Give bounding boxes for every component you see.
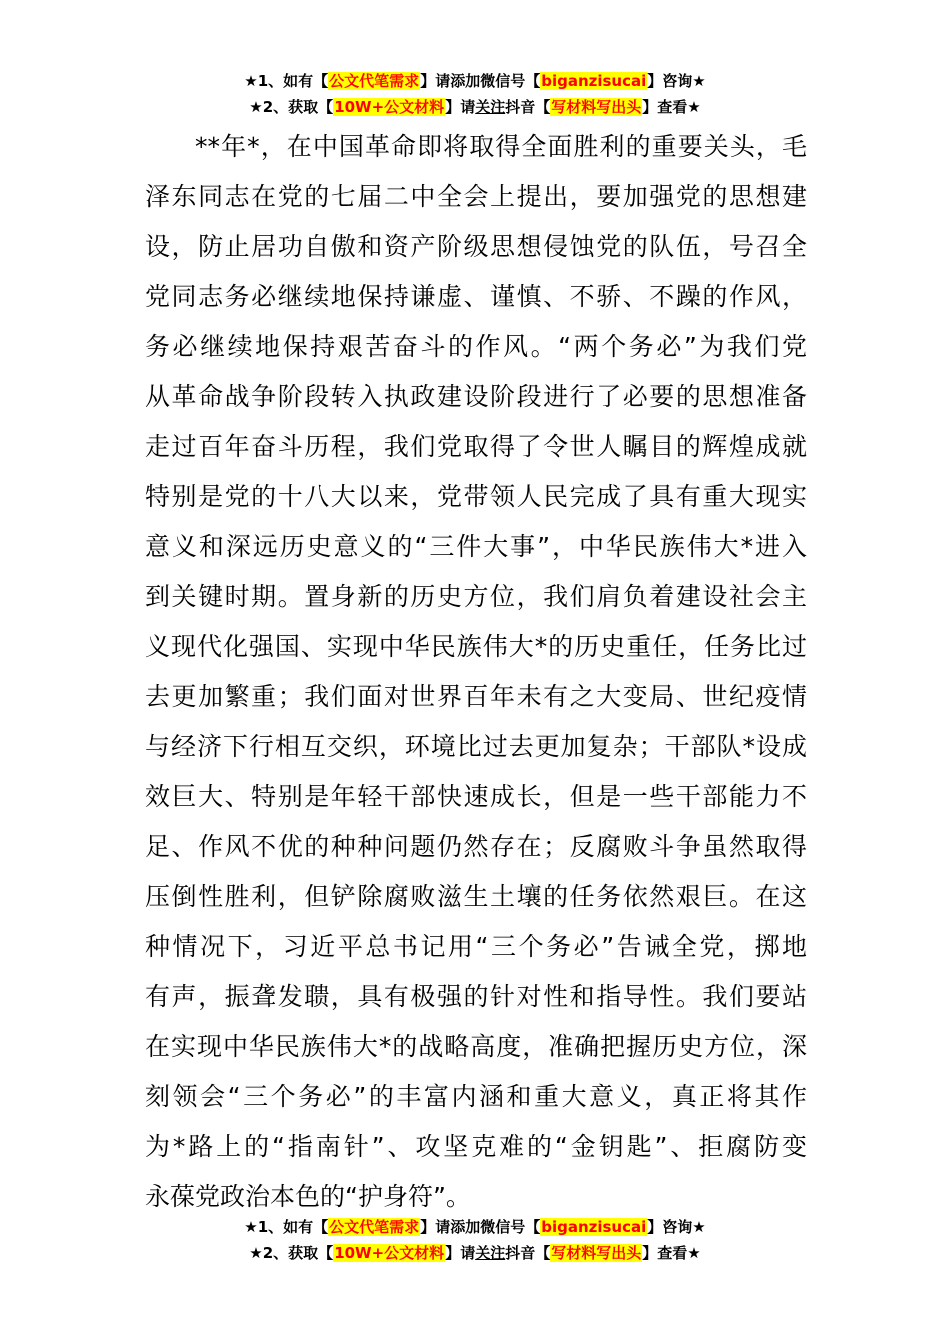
article-line: 设，防止居功自傲和资产阶级思想侵蚀党的队伍，号召全 bbox=[145, 232, 807, 261]
article-line: 足、作风不优的种种问题仍然存在；反腐败斗争虽然取得 bbox=[145, 832, 807, 861]
promo-line-1-highlight-wechat: biganzisucai bbox=[541, 1218, 647, 1236]
promo-line-2-middle-b: 抖音【 bbox=[505, 1244, 551, 1262]
promo-line-2-prefix: ★2、获取【 bbox=[249, 98, 334, 116]
promo-line-2 bbox=[0, 1240, 950, 1266]
article-line: 意义和深远历史意义的“三件大事”，中华民族伟大*进入 bbox=[145, 532, 807, 561]
promo-line-1-highlight-service: 公文代笔需求 bbox=[329, 72, 420, 90]
promo-line-1-middle: 】请添加微信号【 bbox=[420, 1218, 541, 1236]
article-line: 永葆党政治本色的“护身符”。 bbox=[145, 1182, 471, 1211]
article-line: 压倒性胜利，但铲除腐败滋生土壤的任务依然艰巨。在这 bbox=[145, 882, 807, 911]
promo-header bbox=[0, 68, 950, 120]
article-body bbox=[145, 122, 807, 1222]
promo-line-2-highlight-materials: 10W+公文材料 bbox=[334, 1244, 445, 1262]
article-line: 务必继续地保持艰苦奋斗的作风。“两个务必”为我们党 bbox=[145, 332, 807, 361]
article-line: **年*，在中国革命即将取得全面胜利的重要关头，毛 bbox=[195, 132, 807, 161]
promo-line-2 bbox=[0, 94, 950, 120]
promo-line-1-middle: 】请添加微信号【 bbox=[420, 72, 541, 90]
article-line: 党同志务必继续地保持谦虚、谨慎、不骄、不躁的作风， bbox=[145, 282, 807, 311]
promo-line-1-suffix: 】咨询★ bbox=[647, 1218, 706, 1236]
article-line: 有声，振聋发聩，具有极强的针对性和指导性。我们要站 bbox=[145, 982, 807, 1011]
promo-line-1-highlight-service: 公文代笔需求 bbox=[329, 1218, 420, 1236]
promo-line-2-underlined: 关注 bbox=[475, 1244, 506, 1262]
article-line: 种情况下，习近平总书记用“三个务必”告诫全党，掷地 bbox=[145, 932, 807, 961]
promo-line-2-middle-a: 】请 bbox=[445, 98, 476, 116]
promo-line-1-highlight-wechat: biganzisucai bbox=[541, 72, 647, 90]
article-line: 从革命战争阶段转入执政建设阶段进行了必要的思想准备 bbox=[145, 382, 807, 411]
article-line: 在实现中华民族伟大*的战略高度，准确把握历史方位，深 bbox=[145, 1032, 807, 1061]
promo-line-2-suffix: 】查看★ bbox=[642, 1244, 701, 1262]
promo-line-2-middle-b: 抖音【 bbox=[505, 98, 551, 116]
article-line: 刻领会“三个务必”的丰富内涵和重大意义，真正将其作 bbox=[145, 1082, 807, 1111]
article-line: 义现代化强国、实现中华民族伟大*的历史重任，任务比过 bbox=[145, 632, 807, 661]
promo-line-2-highlight-douyin: 写材料写出头 bbox=[551, 98, 642, 116]
promo-line-2-middle-a: 】请 bbox=[445, 1244, 476, 1262]
promo-line-2-underlined: 关注 bbox=[475, 98, 506, 116]
article-line: 到关键时期。置身新的历史方位，我们肩负着建设社会主 bbox=[145, 582, 807, 611]
promo-line-1-suffix: 】咨询★ bbox=[647, 72, 706, 90]
article-line: 效巨大、特别是年轻干部快速成长，但是一些干部能力不 bbox=[145, 782, 807, 811]
article-line: 去更加繁重；我们面对世界百年未有之大变局、世纪疫情 bbox=[145, 682, 807, 711]
promo-line-1 bbox=[0, 68, 950, 94]
promo-footer bbox=[0, 1214, 950, 1266]
article-line: 与经济下行相互交织，环境比过去更加复杂；干部队*设成 bbox=[145, 732, 807, 761]
article-line: 走过百年奋斗历程，我们党取得了令世人瞩目的辉煌成就 bbox=[145, 432, 807, 461]
promo-line-1-prefix: ★1、如有【 bbox=[244, 1218, 329, 1236]
promo-line-2-suffix: 】查看★ bbox=[642, 98, 701, 116]
promo-line-1 bbox=[0, 1214, 950, 1240]
promo-line-1-prefix: ★1、如有【 bbox=[244, 72, 329, 90]
article-line: 特别是党的十八大以来，党带领人民完成了具有重大现实 bbox=[145, 482, 807, 511]
promo-line-2-highlight-materials: 10W+公文材料 bbox=[334, 98, 445, 116]
promo-line-2-highlight-douyin: 写材料写出头 bbox=[551, 1244, 642, 1262]
article-line: 泽东同志在党的七届二中全会上提出，要加强党的思想建 bbox=[145, 182, 807, 211]
article-line: 为*路上的“指南针”、攻坚克难的“金钥匙”、拒腐防变 bbox=[145, 1132, 807, 1161]
promo-line-2-prefix: ★2、获取【 bbox=[249, 1244, 334, 1262]
